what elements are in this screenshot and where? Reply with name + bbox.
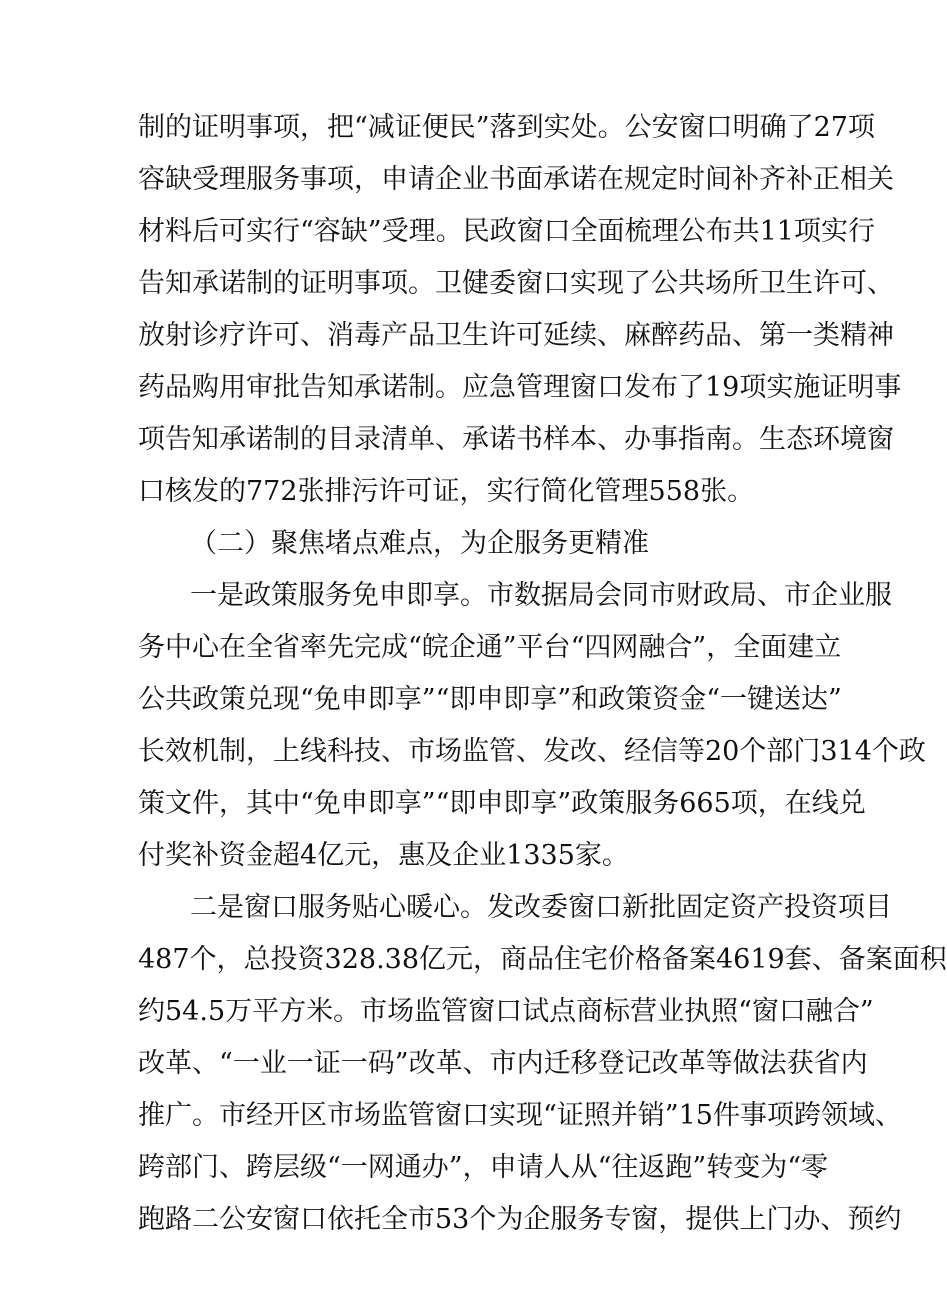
paragraph-line: 跑路二公安窗口依托全市53个为企服务专窗，提供上门办、预约 [138, 1204, 902, 1235]
paragraph-line: 公共政策兑现“免申即享”“即申即享”和政策资金“一键送达” [138, 684, 842, 715]
paragraph-line: 材料后可实行“容缺”受理。民政窗口全面梳理公布共11项实行 [138, 216, 875, 247]
paragraph-line: 药品购用审批告知承诺制。应急管理窗口发布了19项实施证明事 [138, 372, 902, 403]
paragraph-line: 改革、“一业一证一码”改革、市内迁移登记改革等做法获省内 [138, 1048, 868, 1079]
paragraph-line: 约54.5万平方米。市场监管窗口试点商标营业执照“窗口融合” [138, 996, 874, 1027]
paragraph-line: 容缺受理服务事项，申请企业书面承诺在规定时间补齐补正相关 [138, 164, 894, 195]
paragraph-line: 务中心在全省率先完成“皖企通”平台“四网融合”，全面建立 [138, 632, 842, 663]
paragraph-line: 策文件，其中“免申即享”“即申即享”政策服务665项，在线兑 [138, 788, 866, 819]
paragraph-line: 长效机制，上线科技、市场监管、发改、经信等20个部门314个政 [138, 736, 926, 767]
section-heading: （二）聚焦堵点难点，为企服务更精准 [190, 528, 649, 559]
paragraph-line: 一是政策服务免申即享。市数据局会同市财政局、市企业服 [190, 580, 892, 611]
paragraph-line: 项告知承诺制的目录清单、承诺书样本、办事指南。生态环境窗 [138, 424, 894, 455]
paragraph-line: 付奖补资金超4亿元，惠及企业1335家。 [138, 840, 629, 871]
paragraph-line: 口核发的772张排污许可证，实行简化管理558张。 [138, 476, 755, 507]
paragraph-line: 制的证明事项，把“减证便民”落到实处。公安窗口明确了27项 [138, 112, 875, 143]
paragraph-line: 告知承诺制的证明事项。卫健委窗口实现了公共场所卫生许可、 [138, 268, 894, 299]
paragraph-line: 487个，总投资328.38亿元，商品住宅价格备案4619套、备案面积 [138, 944, 947, 975]
paragraph-line: 推广。市经开区市场监管窗口实现“证照并销”15件事项跨领域、 [138, 1100, 902, 1131]
paragraph-line: 放射诊疗许可、消毒产品卫生许可延续、麻醉药品、第一类精神 [138, 320, 894, 351]
paragraph-line: 跨部门、跨层级“一网通办”，申请人从“往返跑”转变为“零 [138, 1152, 829, 1183]
paragraph-line: 二是窗口服务贴心暖心。发改委窗口新批固定资产投资项目 [190, 892, 892, 923]
